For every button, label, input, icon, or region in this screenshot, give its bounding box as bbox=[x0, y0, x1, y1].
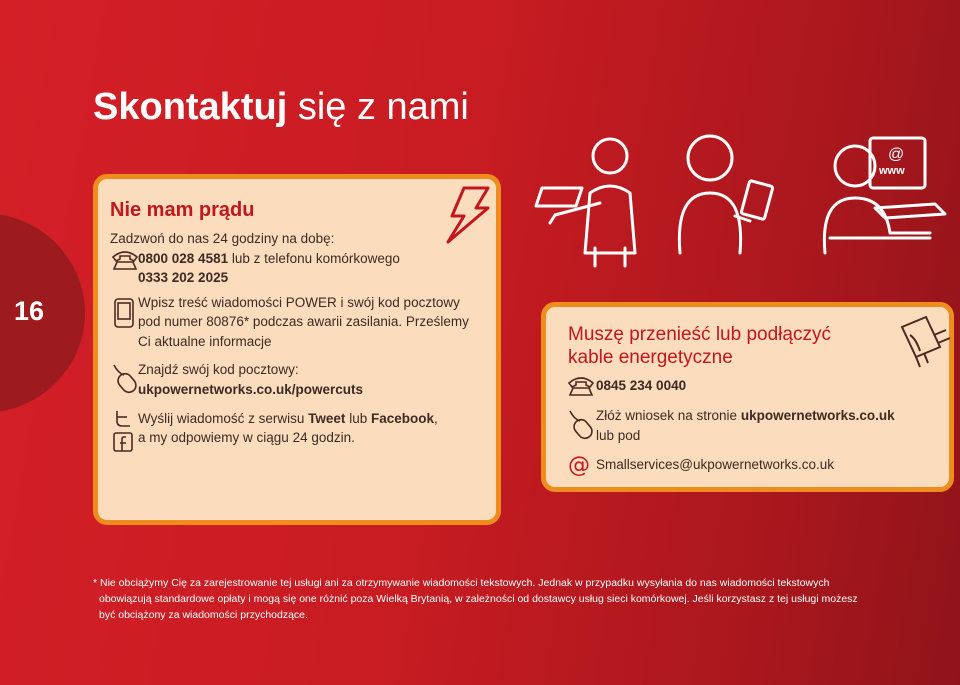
power-outage-card bbox=[93, 174, 501, 525]
mouse-icon bbox=[566, 407, 594, 441]
facebook-label: Facebook bbox=[370, 411, 434, 426]
phone-icon bbox=[566, 375, 596, 397]
page-title bbox=[93, 86, 469, 129]
footnote-line2: obowiązują standardowe opłaty i mogą się one różnić poza Wielką Brytanią, w zależności od dostawcy usług sieci komórkowej. Jeśli korzystasz z tej usługi możesz bbox=[99, 593, 858, 605]
card2-web-link[interactable]: ukpowernetworks.co.uk bbox=[740, 408, 895, 423]
card1-intro: Zadzwoń do nas 24 godziny na dobę: bbox=[110, 231, 335, 246]
card1-phone1-number: 0800 028 4581 bbox=[138, 251, 229, 266]
card2-heading-line2: kable energetyczne bbox=[568, 347, 733, 368]
card1-social-text-c: , bbox=[434, 411, 438, 426]
card1-phone1 bbox=[138, 251, 400, 266]
card2-web-line1 bbox=[596, 408, 895, 423]
cable-relocation-card bbox=[541, 302, 954, 492]
card1-web-line1: Znajdź swój kod pocztowy: bbox=[138, 362, 299, 377]
plug-icon bbox=[896, 311, 952, 371]
laptop-at-sign: @ bbox=[888, 146, 905, 163]
title-light: się z nami bbox=[297, 86, 469, 128]
person-tablet-icon bbox=[679, 136, 773, 253]
person-phone-icon bbox=[536, 139, 635, 266]
person-laptop-icon bbox=[824, 138, 945, 253]
card2-phone: 0845 234 0040 bbox=[596, 378, 687, 393]
facebook-icon bbox=[112, 431, 134, 453]
at-icon: @ bbox=[568, 453, 590, 478]
footnote-line3: być obciążony za wiadomości przychodzące. bbox=[99, 609, 308, 621]
page-number: 16 bbox=[14, 296, 45, 326]
phone-icon bbox=[110, 249, 140, 271]
lightning-icon bbox=[436, 184, 496, 246]
twitter-icon bbox=[112, 409, 134, 429]
card2-web-line2: lub pod bbox=[596, 428, 641, 443]
mouse-icon bbox=[110, 361, 138, 395]
mobile-icon bbox=[112, 297, 136, 329]
card1-sms-line1: Wpisz treść wiadomości POWER i swój kod pocztowy bbox=[138, 295, 460, 310]
card1-social-line2: a my odpowiemy w ciągu 24 godzin. bbox=[138, 430, 355, 445]
card2-web-text: Złóż wniosek na stronie bbox=[596, 408, 741, 423]
card1-heading: Nie mam prądu bbox=[110, 199, 255, 221]
card1-social-line1 bbox=[138, 411, 438, 426]
card1-phone2: 0333 202 2025 bbox=[138, 270, 229, 285]
card1-sms-line3: Ci aktualne informacje bbox=[138, 334, 272, 349]
laptop-www-label: www bbox=[879, 165, 905, 177]
card1-phone1-rest: lub z telefonu komórkowego bbox=[228, 251, 400, 266]
card1-web-link[interactable]: ukpowernetworks.co.uk/powercuts bbox=[138, 382, 364, 397]
card1-social-text-b: lub bbox=[345, 411, 371, 426]
footnote bbox=[93, 575, 873, 623]
footnote-line1: * Nie obciążymy Cię za zarejestrowanie tej usługi ani za otrzymywanie wiadomości tekstowych. Jednak w przypadku wysyłania do nas wiadomości tekstowych bbox=[93, 577, 830, 589]
card1-sms-line2: pod numer 80876* podczas awarii zasilania. Prześlemy bbox=[138, 314, 469, 329]
tweet-label: Tweet bbox=[308, 411, 346, 426]
title-bold: Skontaktuj bbox=[93, 86, 288, 128]
card2-heading-line1: Muszę przenieść lub podłączyć bbox=[568, 324, 831, 345]
card1-social-text-a: Wyślij wiadomość z serwisu bbox=[138, 411, 309, 426]
card2-heading bbox=[568, 323, 888, 369]
card2-email[interactable]: Smallservices@ukpowernetworks.co.uk bbox=[596, 457, 835, 472]
